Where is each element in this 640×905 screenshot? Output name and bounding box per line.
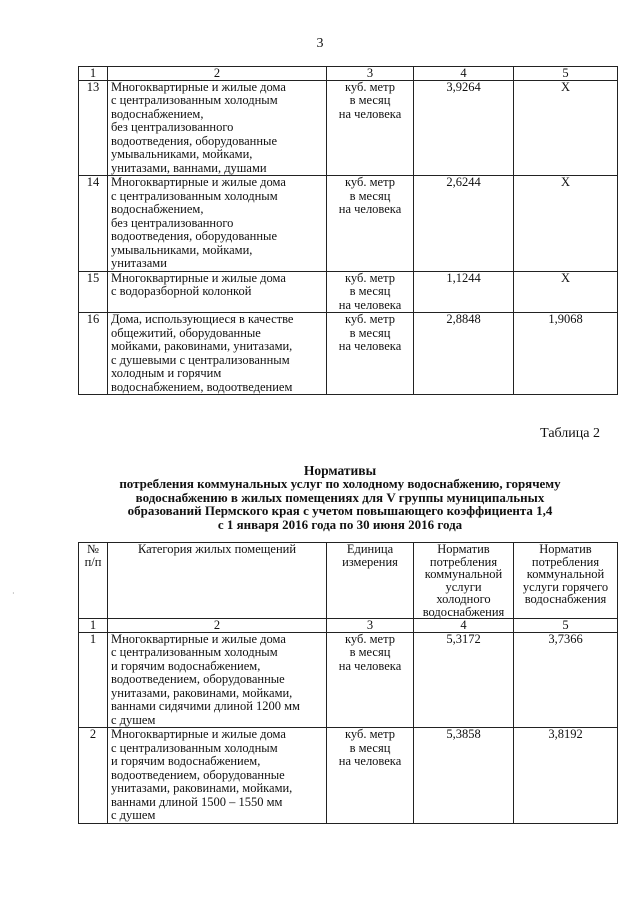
table-row [79, 632, 618, 728]
norms-title: Нормативы [303, 463, 377, 478]
header-unit: Единица измерения [327, 543, 414, 619]
table-header-row [79, 543, 618, 619]
table-row [79, 176, 618, 272]
housing-category: Многоквартирные и жилые дома с централизованным холодным водоснабжением, без централизованного водоотведения, оборудованные умывальниками, мойками, унитазами [108, 176, 327, 272]
housing-category: Многоквартирные и жилые дома с централизованным холодным и горячим водоснабжением, водоотведением, оборудованные унитазами, раковинами, мойками, ваннами длиной 1500 – 1550 мм с душем [108, 728, 327, 824]
table-row [79, 728, 618, 824]
column-number-1: 1 [79, 619, 108, 633]
consumption-norms-table [78, 542, 618, 824]
cold-water-norm: 2,6244 [414, 176, 514, 272]
row-number: 15 [79, 271, 108, 313]
hot-water-norm: X [514, 271, 618, 313]
header-row-number: № п/п [79, 543, 108, 619]
column-number-2: 2 [108, 67, 327, 81]
row-number: 2 [79, 728, 108, 824]
housing-category: Многоквартирные и жилые дома с централизованным холодным водоснабжением, без централизованного водоотведения, оборудованные умывальниками, мойками, унитазами, ваннами, душами [108, 80, 327, 176]
row-number: 1 [79, 632, 108, 728]
row-number: 13 [79, 80, 108, 176]
unit-of-measure: куб. метр в месяц на человека [327, 728, 414, 824]
consumption-table-continued [78, 66, 618, 395]
row-number: 16 [79, 313, 108, 395]
cold-water-norm: 1,1244 [414, 271, 514, 313]
table-caption: Таблица 2 [540, 426, 600, 441]
table-column-numbers [79, 67, 618, 81]
header-hot-norm: Норматив потребления коммунальной услуги горячего водоснабжения [514, 543, 618, 619]
cold-water-norm: 5,3858 [414, 728, 514, 824]
margin-mark: · [12, 589, 15, 598]
header-cold-norm: Норматив потребления коммунальной услуги холодного водоснабжения [414, 543, 514, 619]
hot-water-norm: X [514, 176, 618, 272]
table-column-numbers [79, 619, 618, 633]
cold-water-norm: 2,8848 [414, 313, 514, 395]
table-row [79, 271, 618, 313]
column-number-3: 3 [327, 67, 414, 81]
unit-of-measure: куб. метр в месяц на человека [327, 632, 414, 728]
cold-water-norm: 3,9264 [414, 80, 514, 176]
housing-category: Дома, использующиеся в качестве общежитий, оборудованные мойками, раковинами, унитазами, с душевыми с централизованным холодным и горячим водоснабжением, водоотведением [108, 313, 327, 395]
housing-category: Многоквартирные и жилые дома с централизованным холодным и горячим водоснабжением, водоотведением, оборудованные унитазами, раковинами, мойками, ваннами сидячими длиной 1200 мм с душем [108, 632, 327, 728]
unit-of-measure: куб. метр в месяц на человека [327, 80, 414, 176]
column-number-5: 5 [514, 619, 618, 633]
housing-category: Многоквартирные и жилые дома с водоразборной колонкой [108, 271, 327, 313]
unit-of-measure: куб. метр в месяц на человека [327, 176, 414, 272]
column-number-3: 3 [327, 619, 414, 633]
column-number-4: 4 [414, 619, 514, 633]
page-number: 3 [316, 36, 324, 51]
table-row [79, 80, 618, 176]
column-number-2: 2 [108, 619, 327, 633]
column-number-1: 1 [79, 67, 108, 81]
table-row [79, 313, 618, 395]
hot-water-norm: 3,7366 [514, 632, 618, 728]
hot-water-norm: 3,8192 [514, 728, 618, 824]
norms-subtitle: потребления коммунальных услуг по холодному водоснабжению, горячему водоснабжению в жилых помещениях для V группы муниципальных образований Пермского края с учетом повышающего коэффициента 1,4 с 1 января 2016 года по 30 июня 2016 года [119, 476, 561, 532]
column-number-5: 5 [514, 67, 618, 81]
unit-of-measure: куб. метр в месяц на человека [327, 271, 414, 313]
column-number-4: 4 [414, 67, 514, 81]
cold-water-norm: 5,3172 [414, 632, 514, 728]
hot-water-norm: 1,9068 [514, 313, 618, 395]
hot-water-norm: X [514, 80, 618, 176]
unit-of-measure: куб. метр в месяц на человека [327, 313, 414, 395]
header-category: Категория жилых помещений [108, 543, 327, 619]
row-number: 14 [79, 176, 108, 272]
